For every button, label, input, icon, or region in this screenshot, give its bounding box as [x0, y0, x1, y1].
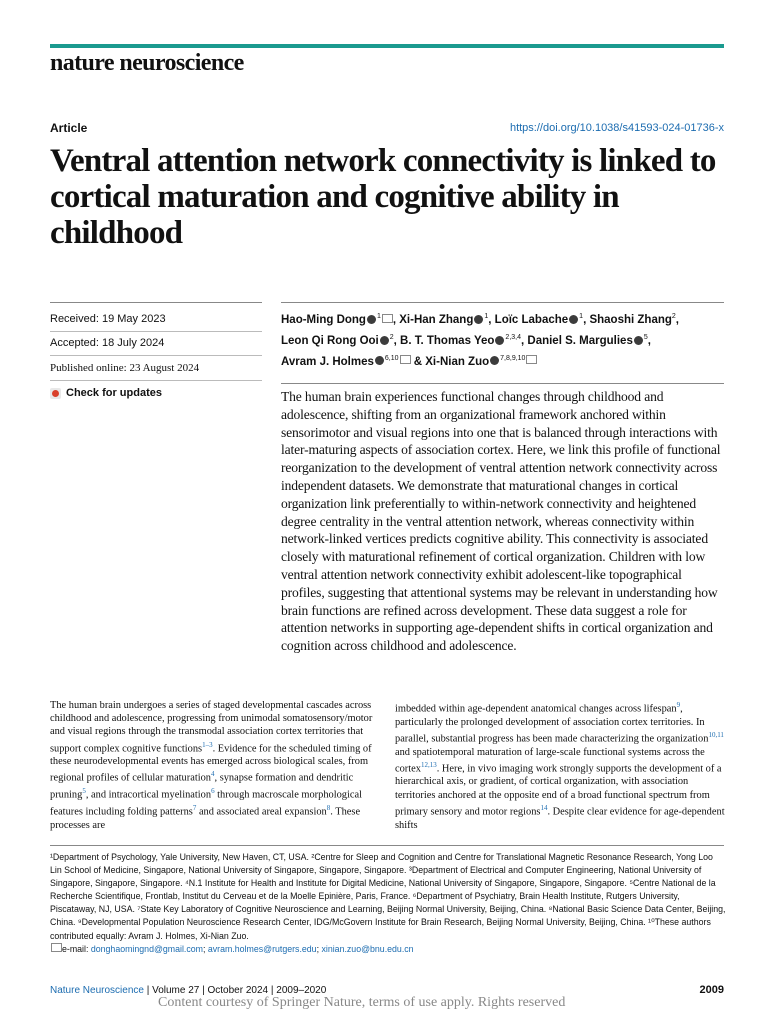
envelope-icon: [51, 943, 62, 952]
abstract: The human brain experiences functional changes through childhood and adolescence, shifting from an organizational framework anchored within sensorimotor and visual regions into one that is balanced through interactions with later-maturing aspects of association cortex. Here, we link this profile of functional reorganization to the development of ventral attention network connectivity across independent datasets. We demonstrate that maturational changes in cortical organization link preferentially to within-network connectivity and heightened degree centrality in the ventral attention network, whereas connectivity within network-linked vertices predicts cognitive ability. This connectivity is associated closely with maturational refinement of cortical organization. Children with low ventral attention network connectivity exhibit adolescent-like topographical profiles, suggesting that attentional systems may be relevant in understanding how brain functions are refined across development. These data suggest a role for attention networks in supporting age-dependent shifts in cortical organization and cognition across childhood and adolescence.: [281, 389, 721, 654]
orcid-icon[interactable]: [474, 315, 483, 324]
top-accent-bar: [50, 44, 724, 48]
author-name[interactable]: Loïc Labache: [494, 313, 569, 326]
doi-link[interactable]: https://doi.org/10.1038/s41593-024-01736-x: [509, 122, 724, 134]
orcid-icon[interactable]: [367, 315, 376, 324]
body-text: , and intracortical myelination: [85, 789, 212, 801]
meta-divider: [50, 331, 262, 332]
footer-journal[interactable]: Nature Neuroscience: [50, 985, 144, 996]
meta-divider: [50, 380, 262, 381]
orcid-icon[interactable]: [634, 336, 643, 345]
affil-sup: 1: [484, 313, 489, 320]
orcid-icon[interactable]: [495, 336, 504, 345]
orcid-icon[interactable]: [490, 356, 499, 365]
courtesy-watermark: Content courtesy of Springer Nature, terms of use apply. Rights reserved: [158, 995, 566, 1010]
affil-sup: 6,10: [384, 354, 399, 362]
body-text: , synapse formation and dendritic pruning: [50, 772, 354, 801]
email-label: e-mail:: [62, 943, 89, 954]
affil-sup: 2: [389, 333, 394, 341]
affil-sup: 5: [643, 333, 648, 341]
affil-sup: 2: [671, 313, 676, 320]
body-text: . Here, in vivo imaging work strongly supports the development of a hierarchical axis, or gradient, of cortical organization, with association territories anchored at the opposite end of a broad functional spectrum from primary sensory and motor regions: [395, 763, 722, 818]
orcid-icon[interactable]: [569, 315, 578, 324]
body-text: and spatiotemporal maturation of large-scale functional systems across the cortex: [395, 746, 705, 775]
ref-citation[interactable]: 10,11: [708, 730, 724, 739]
article-title: Ventral attention network connectivity is linked to cortical maturation and cognitive ability in childhood: [50, 143, 716, 251]
envelope-icon[interactable]: [400, 355, 411, 364]
ref-citation[interactable]: 7: [192, 803, 197, 812]
author-name[interactable]: Daniel S. Margulies: [527, 334, 633, 347]
footer-details: | Volume 27 | October 2024 | 2009–2020: [146, 985, 327, 996]
body-text: . Despite clear evidence for age-dependent shifts: [395, 806, 725, 831]
journal-name: nature neuroscience: [50, 50, 244, 76]
author-name[interactable]: Shaoshi Zhang: [589, 313, 672, 326]
orcid-icon[interactable]: [380, 336, 389, 345]
published-date: Published online: 23 August 2024: [50, 362, 200, 374]
meta-divider: [50, 355, 262, 356]
accepted-date: Accepted: 18 July 2024: [50, 337, 165, 349]
author-name[interactable]: B. T. Thomas Yeo: [400, 334, 495, 347]
body-text: . Evidence for the scheduled timing of these neurodevelopmental events has emerged across biological scales, from regional profiles of cellular maturation: [50, 743, 372, 784]
email-separator: ;: [202, 943, 206, 954]
authors-divider: [281, 302, 724, 303]
check-updates-label: Check for updates: [66, 387, 162, 399]
meta-divider: [50, 302, 262, 303]
affiliations-text: ¹Department of Psychology, Yale University, New Haven, CT, USA. ²Centre for Sleep and Cognition and Centre for Translational Magnetic Resonance Research, Yong Loo Lin School of Medicine, Singapore, National University of Singapore, Singapore, Singapore. ³Department of Electrical and Computer Engineering, National University of Singapore, Singapore, Singapore. ⁴N.1 Institute for Health and Institute for Digital Medicine, National University of Singapore, Singapore, Singapore. ⁵Centre National de la Recherche Scientifique, Frontlab, Institut du Cerveau et de la Moelle Epinière, Paris, France. ⁶Department of Psychiatry, Brain Health Institute, Rutgers University, Piscataway, NJ, USA. ⁷State Key Laboratory of Cognitive Neuroscience and Learning, Beijing Normal University, Beijing, China. ⁸National Basic Science Data Center, Beijing, China. ⁹Developmental Population Neuroscience Research Center, IDG/McGovern Institute for Brain Research, Beijing Normal University, Beijing, China. ¹⁰These authors contributed equally: Avram J. Holmes, Xi-Nian Zuo.: [50, 852, 726, 941]
orcid-icon[interactable]: [375, 356, 384, 365]
ref-citation[interactable]: 12,13: [420, 760, 437, 769]
ref-citation[interactable]: 1–3: [202, 740, 213, 749]
ref-citation[interactable]: 4: [211, 770, 215, 779]
affil-sup: 1: [579, 313, 584, 320]
author-name[interactable]: Leon Qi Rong Ooi: [281, 334, 379, 347]
envelope-icon[interactable]: [526, 355, 537, 364]
body-text: The human brain undergoes a series of staged developmental cascades across childhood and adolescence, progressing from unimodal somatosensory/motor and visual regions through the transmodal association cortex territories that support complex cognitive functions: [50, 700, 373, 755]
author-ampersand: &: [413, 355, 423, 368]
author-name[interactable]: Avram J. Holmes: [281, 355, 374, 368]
envelope-icon[interactable]: [382, 314, 393, 323]
author-list: Hao-Ming Dong $^1$ , Xi-Han Zhang $^1$, Loïc Labache $^1$, Shaoshi Zhang$^2$, Leon Qi Rong Ooi $^2$, B. T. Thomas Yeo $^{2,3,4}$, Daniel S. Margulies $^5$, Avram J. Holmes $^{6,10}$ & Xi-Nian Zuo $^{7,8,9,10}$: [281, 313, 679, 368]
received-date: Received: 19 May 2023: [50, 313, 166, 325]
ref-citation[interactable]: 8: [326, 803, 331, 812]
ref-citation[interactable]: 6: [211, 787, 215, 796]
crossmark-icon: [50, 388, 61, 399]
body-text: and associated areal expansion: [196, 806, 327, 818]
author-name[interactable]: Hao-Ming Dong: [281, 313, 366, 326]
body-column-2: [395, 699, 727, 832]
body-text: imbedded within age-dependent anatomical changes across lifespan: [395, 703, 677, 715]
ref-citation[interactable]: 9: [676, 701, 681, 709]
article-type-label: Article: [50, 121, 88, 135]
body-column-1: [50, 699, 382, 832]
affiliations: [50, 851, 726, 956]
affiliations-divider: [50, 845, 724, 846]
affil-sup: 1: [376, 313, 381, 320]
body-text: , particularly the prolonged development of association cortex territories. In parallel, substantial progress has been made characterizing the organization: [395, 703, 709, 745]
author-name[interactable]: Xi-Han Zhang: [399, 313, 474, 326]
email-link[interactable]: xinian.zuo@bnu.edu.cn: [321, 943, 414, 954]
abstract-divider: [281, 383, 724, 384]
author-name[interactable]: Xi-Nian Zuo: [425, 355, 490, 368]
email-link[interactable]: donghaomingnd@gmail.com: [90, 943, 203, 954]
ref-citation[interactable]: 14: [540, 803, 548, 812]
affil-sup: 2,3,4: [505, 333, 521, 341]
ref-citation[interactable]: 5: [82, 787, 86, 796]
affil-sup: 7,8,9,10: [500, 354, 526, 362]
email-separator: ;: [316, 943, 320, 954]
body-text: . These processes are: [50, 806, 361, 831]
page-number: 2009: [699, 984, 724, 996]
body-text: through macroscale morphological features including folding patterns: [50, 789, 363, 818]
check-updates-button[interactable]: [50, 387, 162, 399]
email-link[interactable]: avram.holmes@rutgers.edu: [207, 943, 317, 954]
